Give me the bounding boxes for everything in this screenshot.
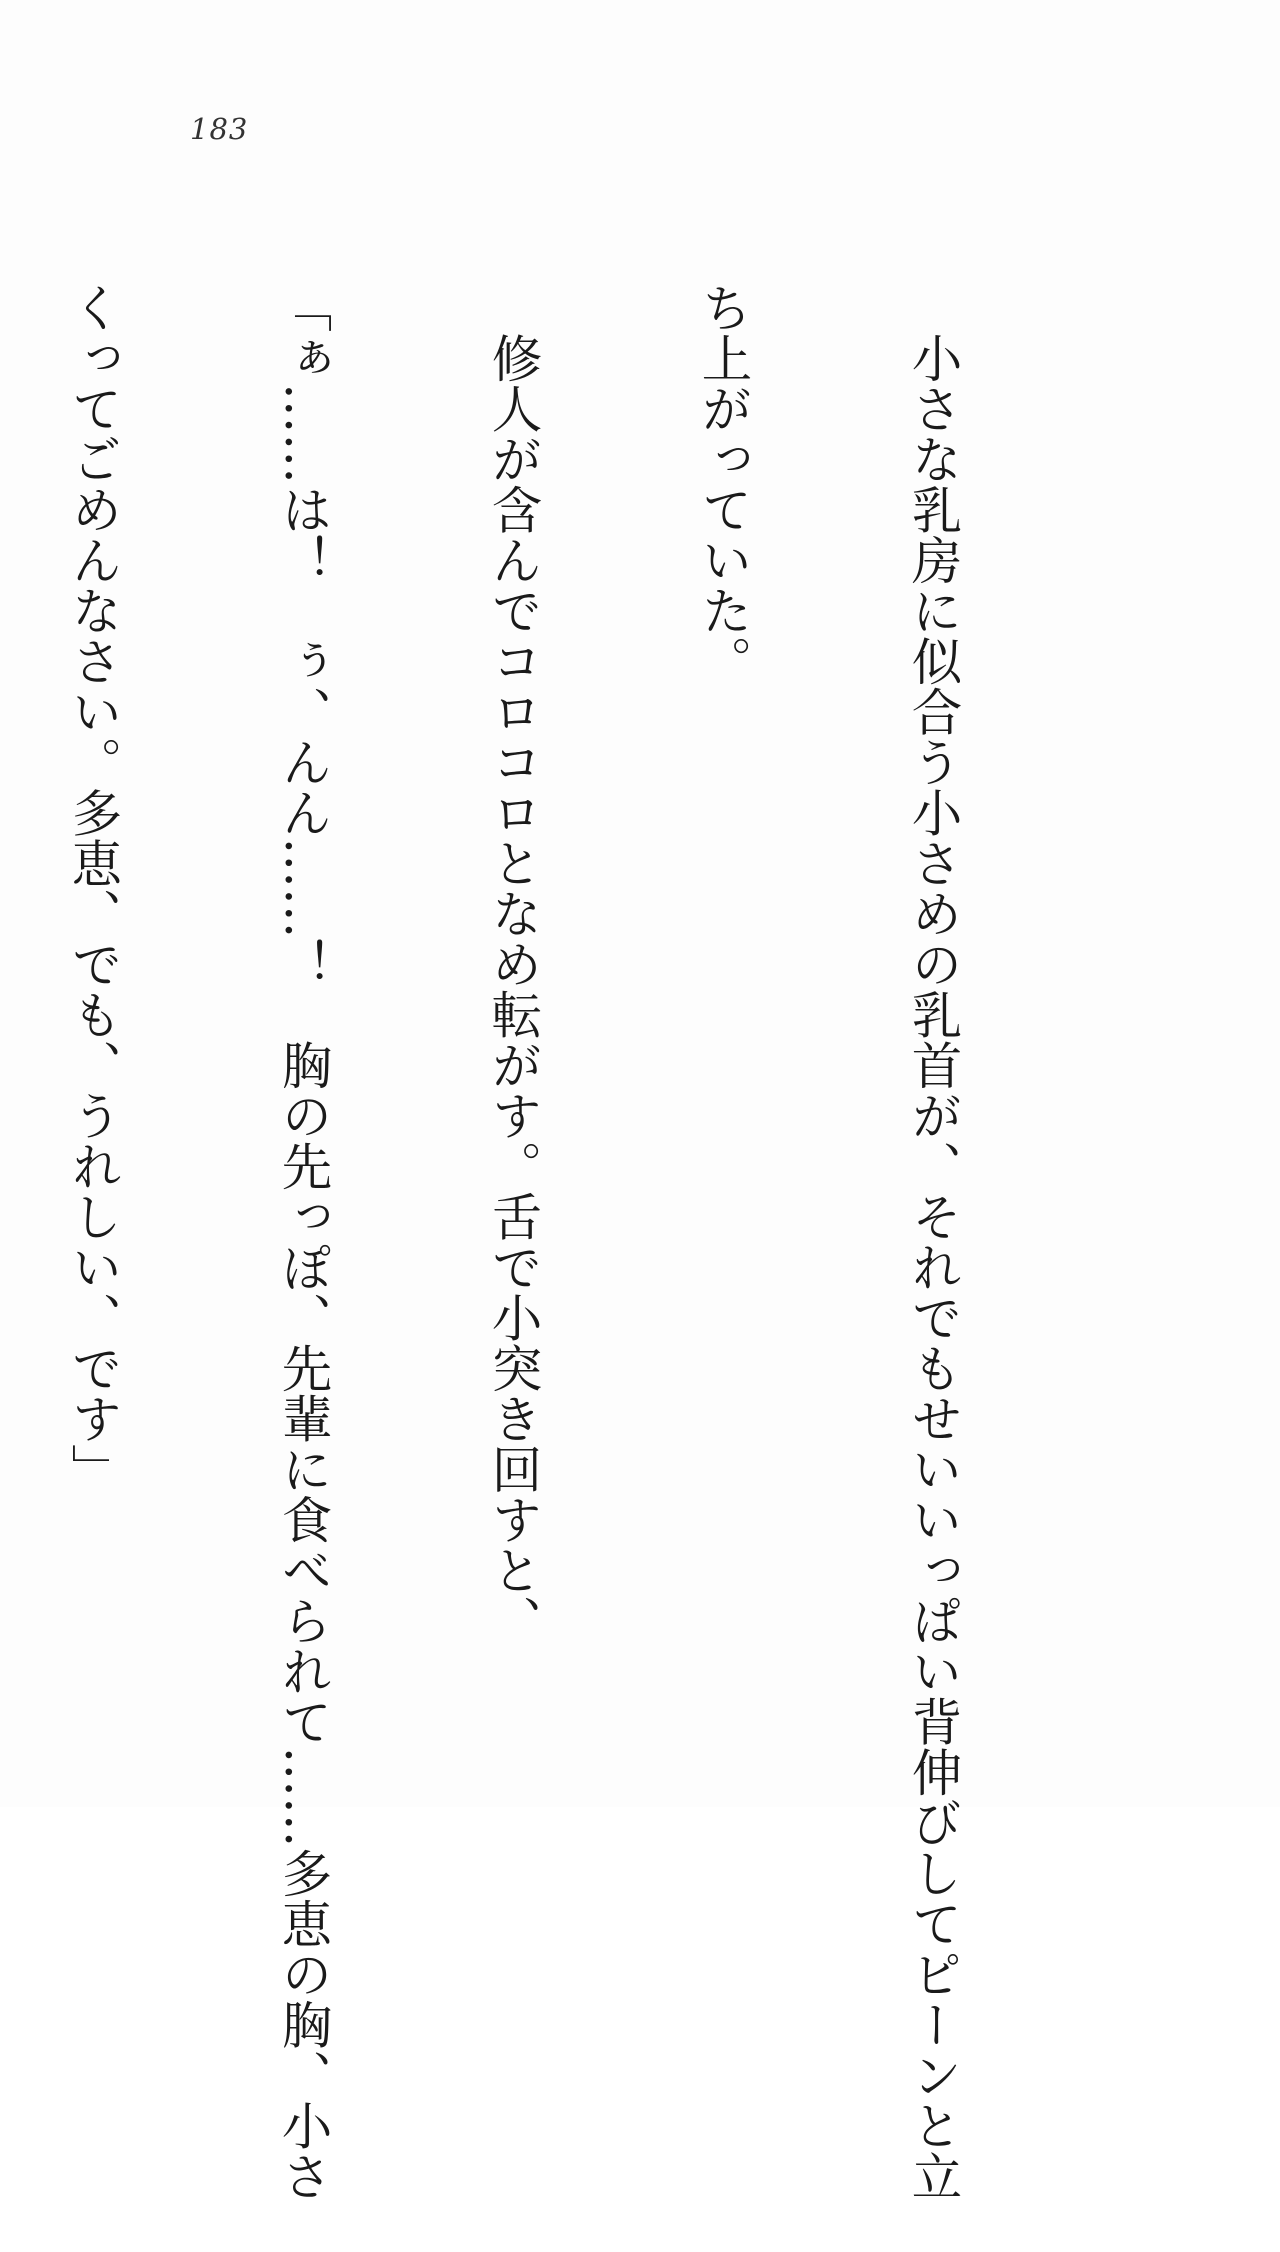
text-line: くってごめんなさい。多恵、でも、うれしい、です」 bbox=[64, 282, 123, 1494]
text-line: 小さな乳房に似合う小さめの乳首が、それでもせいいっぱい背伸びしてピーンと立 bbox=[904, 282, 963, 2201]
text-line: 「ぁ……は！ ぅ、んん……！ 胸の先っぽ、先輩に食べられて……多恵の胸、小さ bbox=[274, 282, 333, 2201]
body-text bbox=[0, 282, 1108, 2201]
page-number: 183 bbox=[190, 112, 249, 146]
text-line: 修人が含んでコロコロとなめ転がす。舌で小突き回すと、 bbox=[484, 282, 543, 1646]
text-line: ち上がっていた。 bbox=[694, 282, 753, 686]
